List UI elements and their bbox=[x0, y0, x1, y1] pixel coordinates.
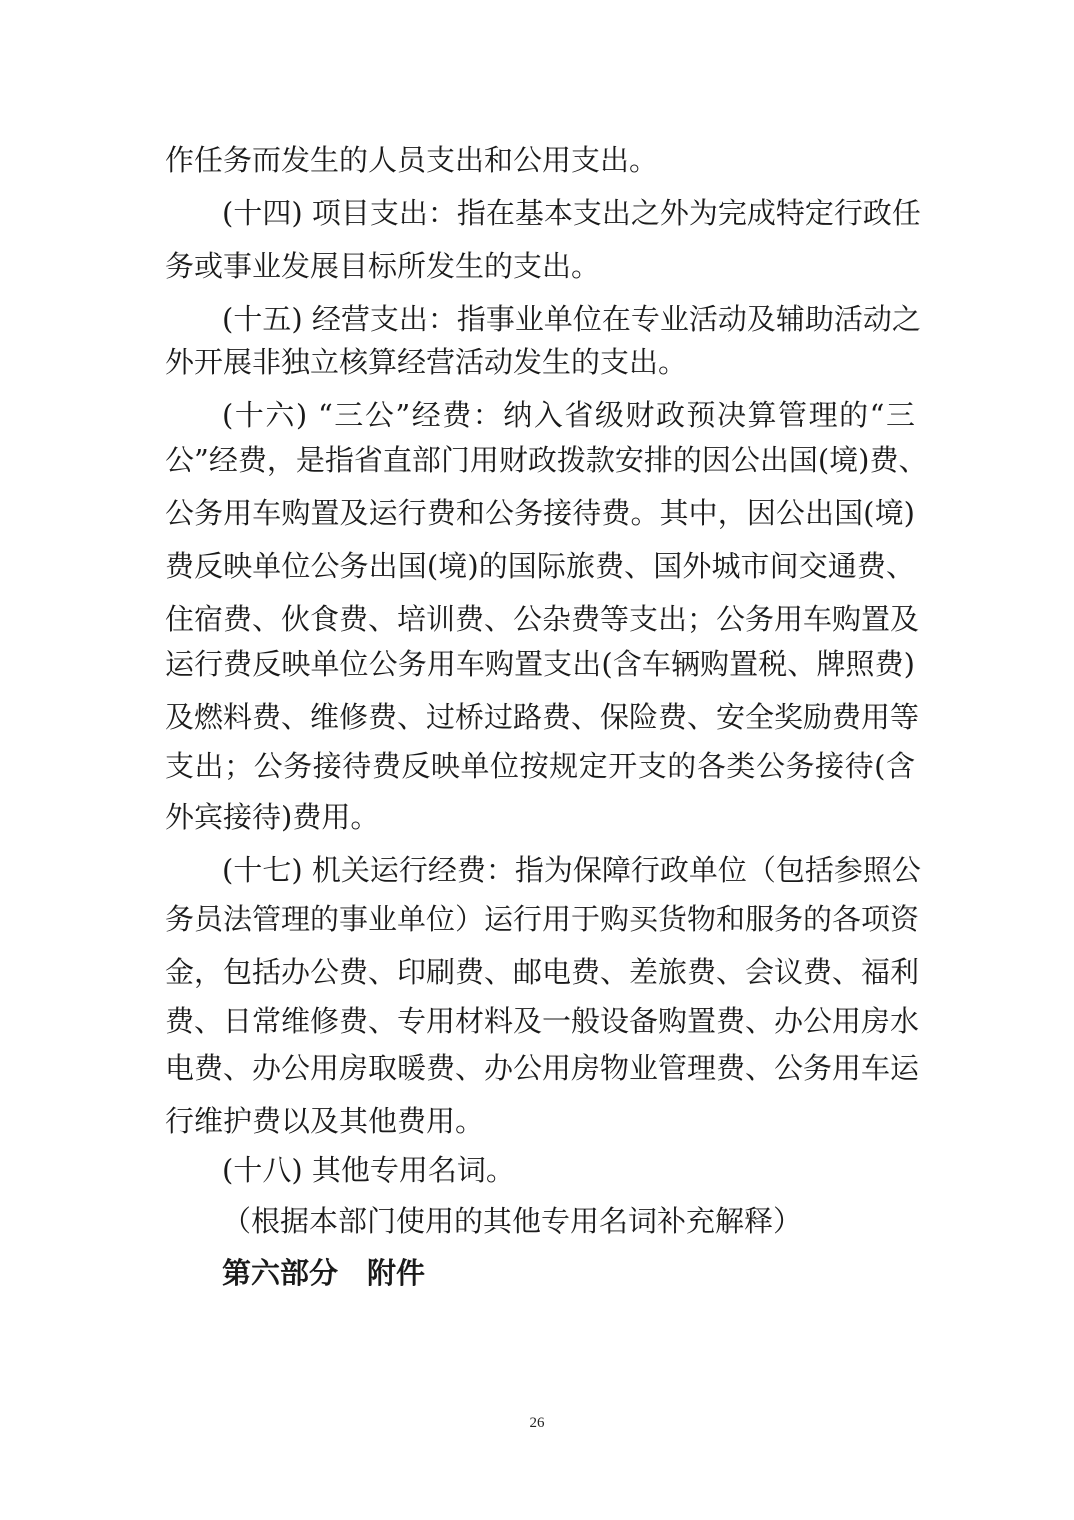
body-line-12: 及燃料费、维修费、过桥过路费、保险费、安全奖励费用等 bbox=[165, 700, 920, 734]
body-line-18: 费、日常维修费、专用材料及一般设备购置费、办公用房水 bbox=[165, 1004, 920, 1038]
body-line-1: 作任务而发生的人员支出和公用支出。 bbox=[165, 143, 659, 177]
page-number: 26 bbox=[529, 1415, 545, 1431]
body-line-2: (十四) 项目支出：指在基本支出之外为完成特定行政任 bbox=[222, 196, 921, 230]
body-line-21: (十八) 其他专用名词。 bbox=[222, 1153, 515, 1187]
body-line-13: 支出；公务接待费反映单位按规定开支的各类公务接待(含 bbox=[165, 749, 915, 783]
body-line-17: 金，包括办公费、印刷费、邮电费、差旅费、会议费、福利 bbox=[165, 955, 920, 989]
body-line-10: 住宿费、伙食费、培训费、公杂费等支出；公务用车购置及 bbox=[165, 602, 920, 636]
body-line-20: 行维护费以及其他费用。 bbox=[165, 1104, 485, 1138]
body-line-19: 电费、办公用房取暖费、办公用房物业管理费、公务用车运 bbox=[165, 1051, 920, 1085]
body-line-14: 外宾接待)费用。 bbox=[165, 800, 380, 834]
body-line-5: 外开展非独立核算经营活动发生的支出。 bbox=[165, 345, 688, 379]
body-line-22: （根据本部门使用的其他专用名词补充解释） bbox=[222, 1204, 803, 1238]
body-line-4: (十五) 经营支出：指事业单位在专业活动及辅助活动之 bbox=[222, 302, 921, 336]
body-line-7: 公”经费，是指省直部门用财政拨款安排的因公出国(境)费、 bbox=[165, 443, 928, 477]
body-line-15: (十七) 机关运行经费：指为保障行政单位（包括参照公 bbox=[222, 853, 921, 887]
body-line-3: 务或事业发展目标所发生的支出。 bbox=[165, 249, 601, 283]
section-heading: 第六部分 附件 bbox=[222, 1256, 426, 1290]
body-line-8: 公务用车购置及运行费和公务接待费。其中，因公出国(境) bbox=[165, 496, 915, 530]
body-line-16: 务员法管理的事业单位）运行用于购买货物和服务的各项资 bbox=[165, 902, 920, 936]
body-line-9: 费反映单位公务出国(境)的国际旅费、国外城市间交通费、 bbox=[165, 549, 915, 583]
body-line-6: (十六) “三公”经费：纳入省级财政预决算管理的“三 bbox=[222, 398, 915, 432]
body-line-11: 运行费反映单位公务用车购置支出(含车辆购置税、牌照费) bbox=[165, 647, 915, 681]
